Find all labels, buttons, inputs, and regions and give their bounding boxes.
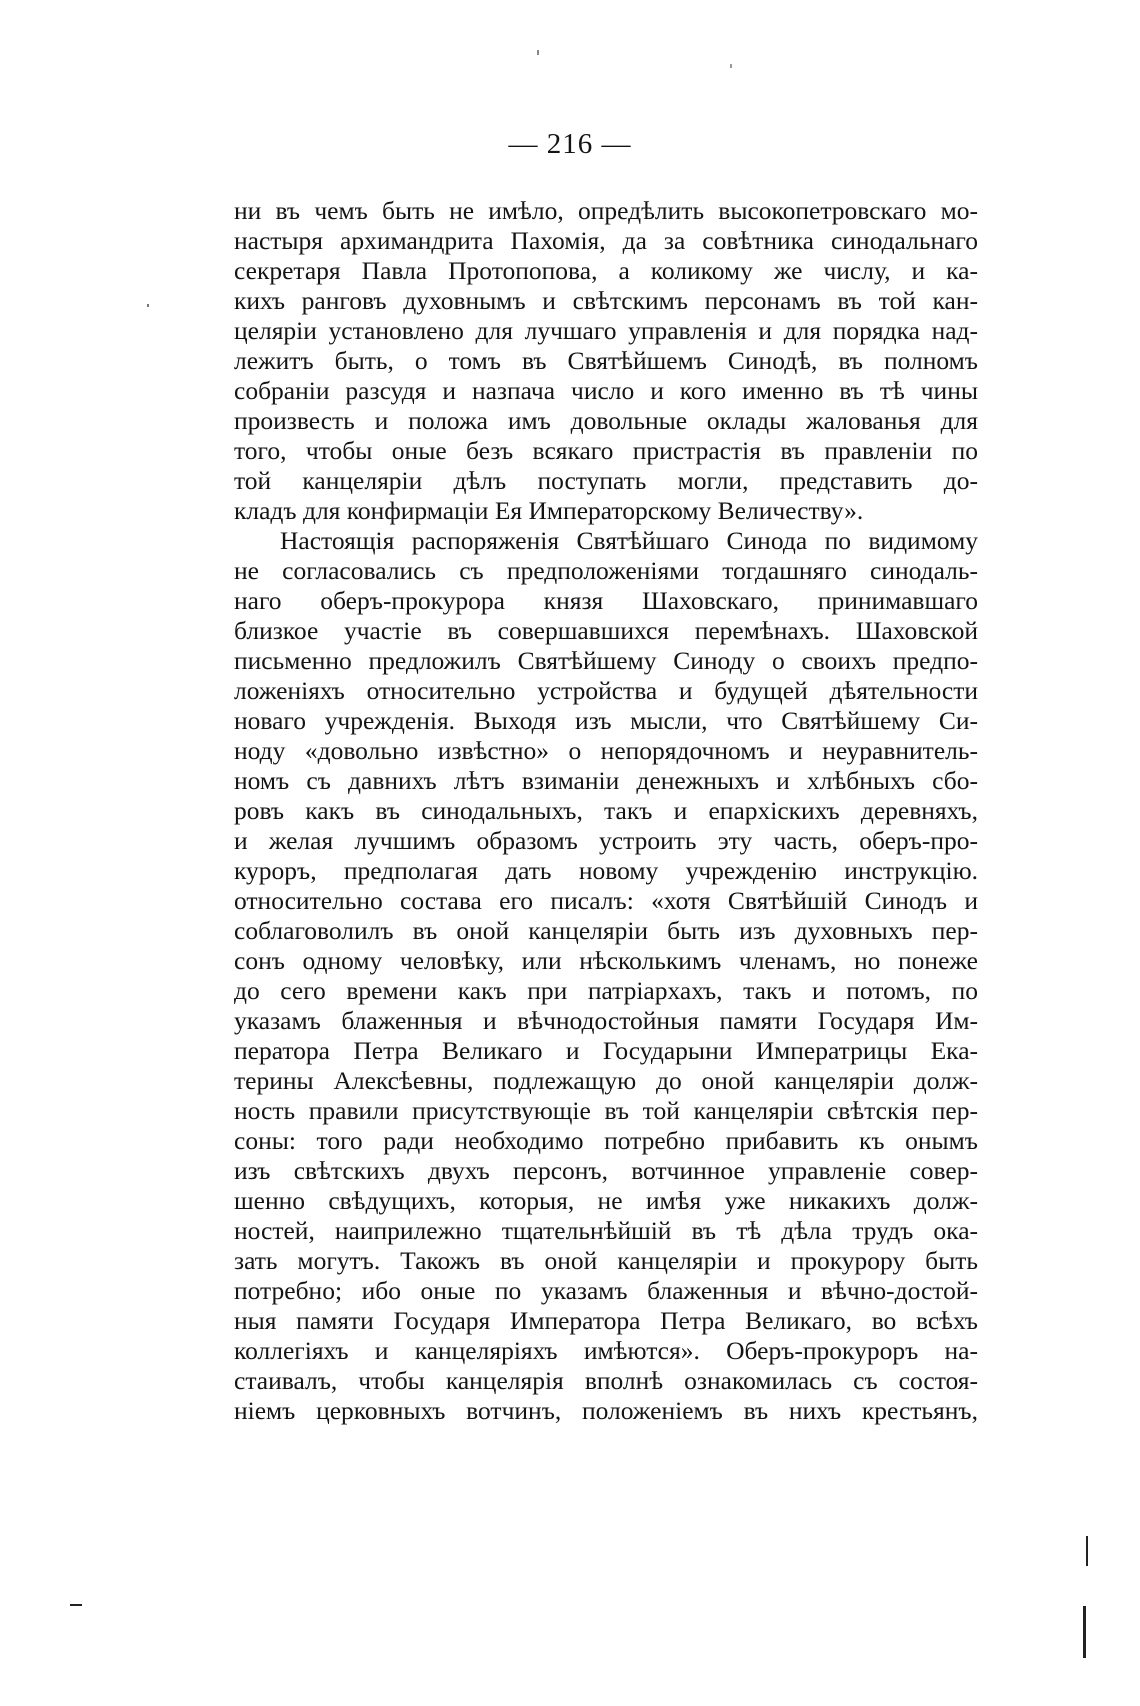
text-line: относительно состава его писалъ: «хотя Святѣйшій Синодъ и [234, 886, 978, 915]
text-line: куроръ, предполагая дать новому учрежденію инструкцію. [234, 856, 978, 885]
text-line: ператора Петра Великаго и Государыни Императрицы Ека- [234, 1036, 978, 1065]
text-block [234, 196, 978, 1426]
text-line: коллегіяхъ и канцеляріяхъ имѣются». Оберъ-прокуроръ на- [234, 1336, 978, 1365]
text-line: до сего времени какъ при патріархахъ, такъ и потомъ, по [234, 976, 978, 1005]
text-line: кладъ для конфирмаціи Ея Императорскому Величеству». [234, 496, 864, 525]
text-line: ноду «довольно извѣстно» о непорядочномъ и неуравнитель- [234, 736, 978, 765]
text-line: ныя памяти Государя Императора Петра Великаго, во всѣхъ [234, 1306, 978, 1335]
page-number: — 216 — [508, 128, 632, 160]
scan-speck [537, 50, 539, 55]
scan-speck [147, 304, 149, 307]
text-line: стаивалъ, чтобы канцелярія вполнѣ ознакомилась съ состоя- [234, 1366, 978, 1395]
text-line: номъ съ давнихъ лѣтъ взиманіи денежныхъ и хлѣбныхъ сбо- [234, 766, 978, 795]
paragraph-start-line: Настоящія распоряженія Святѣйшаго Синода по видимому [280, 526, 978, 555]
text-line: соны: того ради необходимо потребно прибавить къ онымъ [234, 1126, 978, 1155]
text-line: сонъ одному человѣку, или нѣсколькимъ членамъ, но понеже [234, 946, 978, 975]
text-line: новаго учрежденія. Выходя изъ мысли, что Святѣйшему Си- [234, 706, 978, 735]
text-line: лежитъ быть, о томъ въ Святѣйшемъ Синодѣ, въ полномъ [234, 346, 978, 375]
text-line: шенно свѣдущихъ, которыя, не имѣя уже никакихъ долж- [234, 1186, 978, 1215]
scan-mark-left [70, 1604, 82, 1606]
text-line: ность правили присутствующіе въ той канцеляріи свѣтскія пер- [234, 1096, 978, 1125]
text-line: ложеніяхъ относительно устройства и будущей дѣятельности [234, 676, 978, 705]
text-line: настыря архимандрита Пахомія, да за совѣтника синодальнаго [234, 226, 978, 255]
text-line: и желая лучшимъ образомъ устроить эту часть, оберъ-про- [234, 826, 978, 855]
text-line: указамъ блаженныя и вѣчнодостойныя памяти Государя Им- [234, 1006, 978, 1035]
text-line: ніемъ церковныхъ вотчинъ, положеніемъ въ нихъ крестьянъ, [234, 1396, 978, 1425]
text-line: ни въ чемъ быть не имѣло, опредѣлить высокопетровскаго мо- [234, 196, 978, 225]
text-line: терины Алексѣевны, подлежащую до оной канцеляріи долж- [234, 1066, 978, 1095]
text-line: письменно предложилъ Святѣйшему Синоду о своихъ предпо- [234, 646, 978, 675]
text-line: не согласовались съ предположеніями тогдашняго синодаль- [234, 556, 978, 585]
text-line: собраніи разсудя и назпача число и кого именно въ тѣ чины [234, 376, 978, 405]
text-line: ностей, наиприлежно тщательнѣйшій въ тѣ дѣла трудъ ока- [234, 1216, 978, 1245]
text-line: близкое участіе въ совершавшихся перемѣнахъ. Шаховской [234, 616, 978, 645]
text-line: той канцеляріи дѣлъ поступать могли, представить до- [234, 466, 978, 495]
text-line: кихъ ранговъ духовнымъ и свѣтскимъ персонамъ въ той кан- [234, 286, 978, 315]
text-line: наго оберъ-прокурора князя Шаховскаго, принимавшаго [234, 586, 978, 615]
text-line: того, чтобы оные безъ всякаго пристрастія въ правленіи по [234, 436, 978, 465]
text-line: секретаря Павла Протопопова, а коликому же числу, и ка- [234, 256, 978, 285]
text-line: изъ свѣтскихъ двухъ персонъ, вотчинное управленіе совер- [234, 1156, 978, 1185]
text-line: целяріи установлено для лучшаго управленія и для порядка над- [234, 316, 978, 345]
scan-mark-right-lower [1083, 1606, 1086, 1658]
scan-mark-right [1086, 1536, 1088, 1566]
text-line: зать могутъ. Такожъ въ оной канцеляріи и прокурору быть [234, 1246, 978, 1275]
scan-speck [730, 64, 732, 68]
text-line: потребно; ибо оные по указамъ блаженныя и вѣчно-достой- [234, 1276, 978, 1305]
text-line: ровъ какъ въ синодальныхъ, такъ и епархіскихъ деревняхъ, [234, 796, 978, 825]
text-line: соблаговолилъ въ оной канцеляріи быть изъ духовныхъ пер- [234, 916, 978, 945]
text-line: произвесть и положа имъ довольные оклады жалованья для [234, 406, 978, 435]
